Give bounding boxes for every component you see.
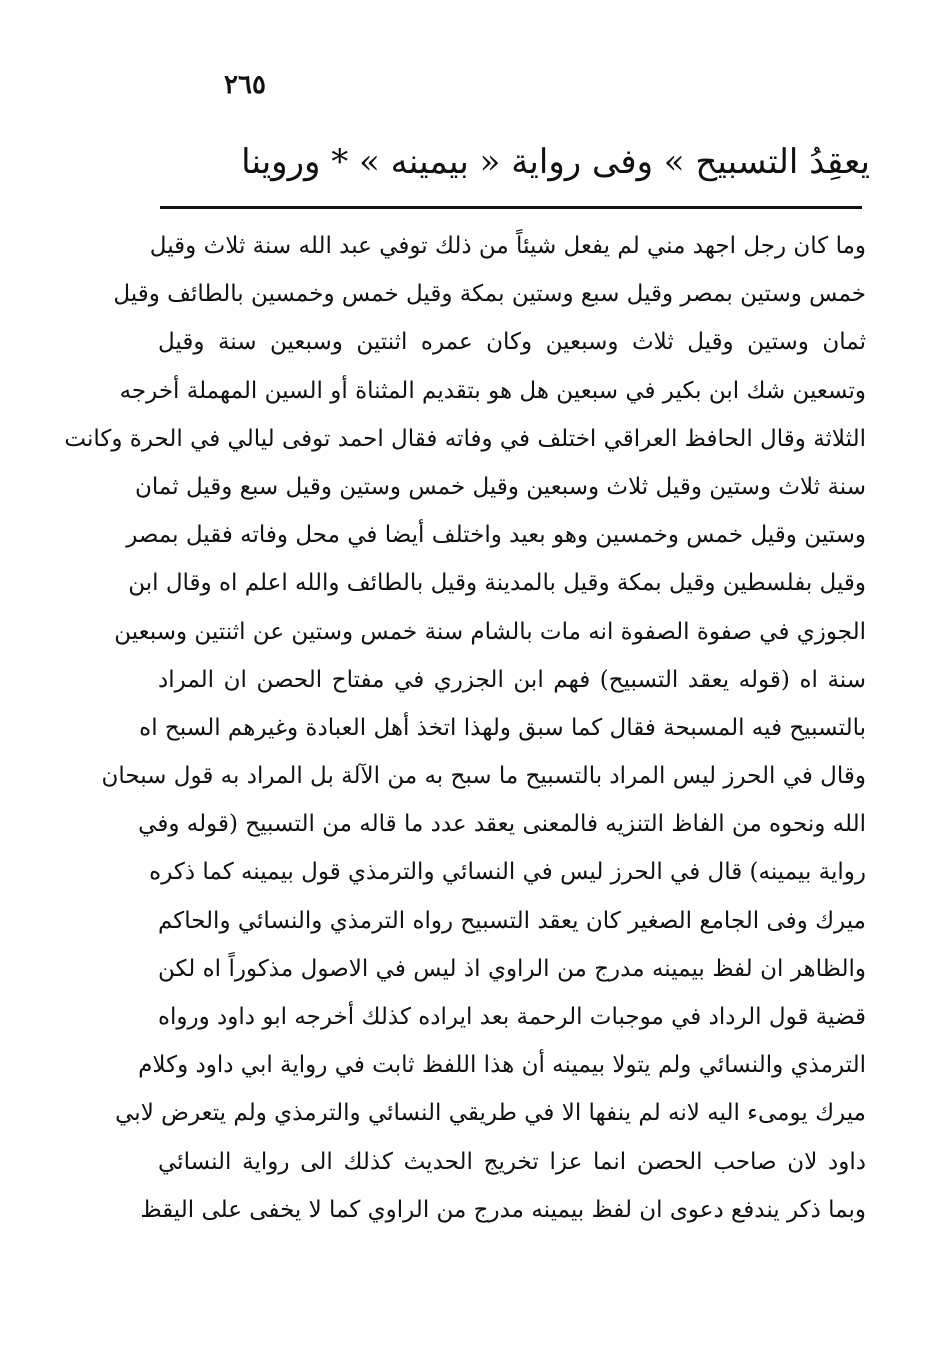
page-number: ٢٦٥ [224, 70, 266, 100]
text-line: رواية بيمينه) قال في الحرز ليس في النسائي والترمذي قول بيمينه كما ذكره [149, 859, 866, 886]
text-line: وما كان رجل اجهد مني لم يفعل شيئاً من ذلك توفي عبد الله سنة ثلاث وقيل [149, 233, 866, 259]
text-line: ثمان وستين وقيل ثلاث وسبعين وكان عمره اثنتين وسبعين سنة وقيل [158, 329, 866, 356]
header-rule [160, 206, 862, 209]
text-line: وقيل بفلسطين وقيل بمكة وقيل بالمدينة وقيل بالطائف والله اعلم اه وقال ابن [128, 570, 866, 597]
text-line: ميرك يومىء اليه لانه لم ينفها الا في طريقي النسائي والترمذي ولم يتعرض لابي [115, 1100, 866, 1127]
text-line: خمس وستين بمصر وقيل سبع وستين بمكة وقيل خمس وخمسين بالطائف وقيل [113, 281, 866, 308]
text-line: الله ونحوه من الفاظ التنزيه فالمعنى يعقد عدد ما قاله من التسبيح (قوله وفي [138, 811, 866, 838]
text-line: الجوزي في صفوة الصفوة انه مات بالشام سنة خمس وستين عن اثنتين وسبعين [114, 618, 866, 645]
text-line: سنة ثلاث وستين وقيل ثلاث وسبعين وقيل خمس وستين وقيل سبع وقيل ثمان [135, 473, 866, 500]
text-line: وقال في الحرز ليس المراد بالتسبيح ما سبح به من الآلة بل المراد به قول سبحان [101, 763, 866, 790]
text-line: وتسعين شك ابن بكير في سبعين هل هو بتقديم المثناة أو السين المهملة أخرجه [119, 377, 866, 404]
running-header: يعقِدُ التسبيح » وفى رواية « بيمينه » * وروينا [241, 142, 870, 182]
text-line: قضية قول الرداد في موجبات الرحمة بعد ايراده كذلك أخرجه ابو داود ورواه [157, 1004, 866, 1030]
text-line: وستين وقيل خمس وخمسين وهو بعيد واختلف أيضا في محل وفاته فقيل بمصر [126, 522, 866, 549]
text-line: وبما ذكر يندفع دعوى ان لفظ بيمينه مدرج من الراوي كما لا يخفى على اليقظ [140, 1196, 866, 1223]
text-line: سنة اه (قوله يعقد التسبيح) فهم ابن الجزري في مفتاح الحصن ان المراد [158, 666, 866, 693]
text-line: بالتسبيح فيه المسبحة فقال كما سبق ولهذا اتخذ أهل العبادة وغيرهم السبح اه [139, 714, 866, 741]
text-line: داود لان صاحب الحصن انما عزا تخريج الحديث كذلك الى رواية النسائي [158, 1148, 867, 1175]
body-text [64, 222, 867, 1234]
text-line: الثلاثة وقال الحافظ العراقي اختلف في وفاته فقال احمد توفى ليالي في الحرة وكانت [64, 425, 866, 452]
text-line: والظاهر ان لفظ بيمينه مدرج من الراوي اذ ليس في الاصول مذكوراً اه لكن [158, 955, 866, 982]
text-line: ميرك وفى الجامع الصغير كان يعقد التسبيح رواه الترمذي والنسائي والحاكم [157, 907, 866, 934]
text-line: الترمذي والنسائي ولم يتولا بيمينه أن هذا اللفظ ثابت في رواية ابي داود وكلام [138, 1052, 866, 1079]
